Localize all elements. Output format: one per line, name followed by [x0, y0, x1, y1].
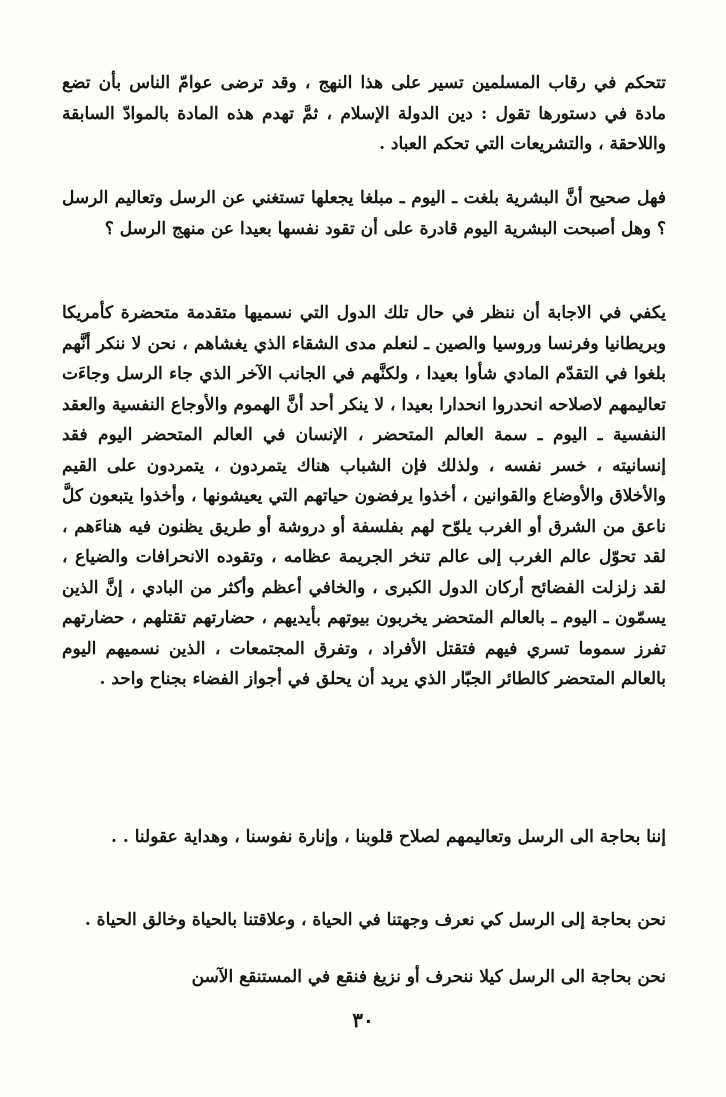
paragraph-3: يكفي في الاجابة أن ننظر في حال تلك الدول التي نسميها متقدمة متحضرة كأمريكا وبريطانيا وفرنسا وروسيا والصين ـ لنعلم مدى الشقاء الذي يغشاهم ، نحن لا ننكر أنَّهم بلغوا في التقدّم المادي شأوا بعيدا ، ولكنَّهم في الجانب الآخر الذي جاء الرسل وجاءَت تعاليمهم لاصلاحه انحدروا انحدارا بعيدا ، لا ينكر أحد أنَّ الهموم والأوجاع النفسية والعقد النفسية ـ اليوم ـ سمة العالم المتحضر ، الإنسان في العالم المتحضر اليوم فقد إنسانيته ، خسر نفسه ، ولذلك فإن الشباب هناك يتمردون ، يتمردون على القيم والأخلاق والأوضاع والقوانين ، أخذوا يرفضون حياتهم التي يعيشونها ، وأخذوا يتبعون كلَّ ناعق من الشرق أو الغرب يلوّح لهم بفلسفة أو دروشة أو طريق يظنون فيه هناءَهم ، لقد تحوّل عالم الغرب إلى عالم تنخر الجريمة عظامه ، وتقوده الانحرافات والضياع ، لقد زلزلت الفضائح أركان الدول الكبرى ، والخافي أعظم وأكثر من البادي ، إنَّ الذين يسمّون ـ اليوم ـ بالعالم المتحضر يخربون بيوتهم بأيديهم ، حضارتهم تقتلهم ، حضارتهم تفرز سموما تسري فيهم فتقتل الأفراد ، وتفرق المجتمعات ، الذين نسميهم اليوم بالعالم المتحضر كالطائر الجبّار الذي يريد أن يحلق في أجواز الفضاء بجناح واحد .	[62, 303, 666, 689]
paragraph-6: نحن بحاجة الى الرسل كيلا ننحرف أو نزيغ فنقع في المستنقع الآسن	[191, 967, 666, 987]
paragraph-4: إننا بحاجة الى الرسل وتعاليمهم لصلاح قلوبنا ، وإنارة نفوسنا ، وهداية عقولنا . .	[111, 827, 666, 847]
paragraph-5: نحن بحاجة إلى الرسل كي نعرف وجهتنا في الحياة ، وعلاقتنا بالحياة وخالق الحياة .	[84, 910, 666, 930]
paragraph-2: فهل صحيح أنَّ البشرية بلغت ـ اليوم ـ مبلغا يجعلها تستغني عن الرسل وتعاليم الرسل ؟ وهل أصبحت البشرية اليوم قادرة على أن تقود نفسها بعيدا عن منهج الرسل ؟	[62, 188, 666, 239]
page-number: ٣٠	[352, 1008, 374, 1032]
paragraph-1: تتحكم في رقاب المسلمين تسير على هذا النهج ، وقد ترضى عوامّ الناس بأن تضع مادة في دستورها تقول : دين الدولة الإسلام ، ثمَّ تهدم هذه المادة بالموادّ السابقة واللاحقة ، والتشريعات التي تحكم العباد .	[62, 73, 666, 154]
